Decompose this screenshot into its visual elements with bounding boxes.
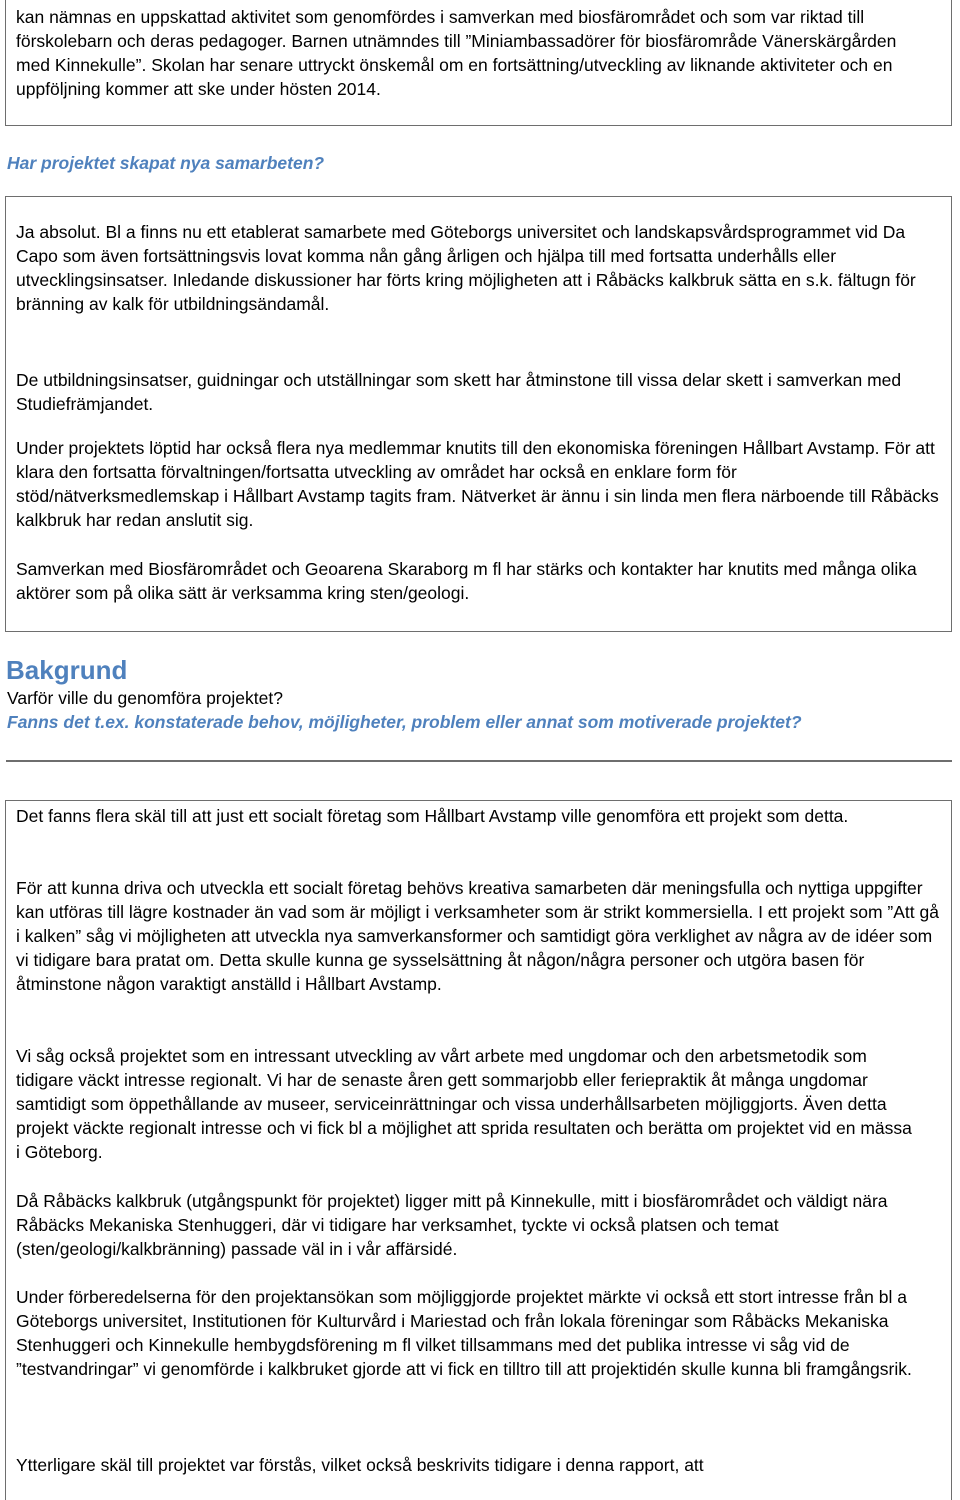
collaboration-paragraph-3: Under projektets löptid har också flera nya medlemmar knutits till den ekonomiska föreningen Hållbart Avstamp. För att klara den fortsatta förvaltningen/fortsatta utveckling av området har också en enklare form för stöd/nätverksmedlemskap i Hållbart Avstamp tagits fram. Nätverket är ännu i sin linda men flera närboende till Råbäcks kalkbruk har redan anslutit sig. [16, 438, 939, 530]
section-heading-bakgrund: Bakgrund [6, 655, 128, 685]
background-paragraph-2: För att kunna driva och utveckla ett socialt företag behövs kreativa samarbeten där meningsfulla och nyttiga uppgifter kan utföras till lägre kostnader än vad som är möjligt i verksamheter som är strikt kommersiella. I ett projekt som ”Att gå i kalken” såg vi möjligheten att utveckla nya samverkansformer och samtidigt göra verklighet av några av de idéer som vi tidigare bara pratat om. Detta skulle kunna ge sysselsättning åt någon/några personer och utgöra basen för åtminstone någon varaktigt anställd i Hållbart Avstamp. [16, 878, 939, 994]
background-paragraph-5: Under förberedelserna för den projektansökan som möjliggjorde projektet märkte vi också ett stort intresse från bl a Göteborgs universitet, Institutionen för Kulturvård i Mariestad och från lokala föreningar som Råbäcks Mekaniska Stenhuggeri och Kinnekulle hembygdsförening m fl vilket tillsammans med det publika intresse vi såg vid de ”testvandringar” vi genomförde i kalkbruket gjorde att vi fick en tilltro till att projektidén skulle kunna bli framgångsrik. [16, 1287, 912, 1379]
collaboration-paragraph-2: De utbildningsinsatser, guidningar och utställningar som skett har åtminstone till vissa delar skett i samverkan med Studiefrämjandet. [16, 370, 902, 414]
background-question-detail: Fanns det t.ex. konstaterade behov, möjligheter, problem eller annat som motiverade projektet? [7, 712, 802, 732]
background-paragraph-6: Ytterligare skäl till projektet var förstås, vilket också beskrivits tidigare i denna rapport, att [16, 1455, 704, 1475]
background-paragraph-3: Vi såg också projektet som en intressant utveckling av vårt arbete med ungdomar och den arbetsmetodik som tidigare väckt intresse regionalt. Vi har de senaste åren gett sommarjobb eller feriepraktik åt många ungdomar samtidigt som öppethållande av museer, serviceinrättningar och vissa underhållsarbeten möjliggjorts. Även detta projekt väckte regionalt intresse och vi fick bl a möjlighet att sprida resultaten och berätta om projektet vid en mässa i Göteborg. [16, 1046, 912, 1162]
heading-underline [6, 760, 952, 762]
activity-paragraph: kan nämnas en uppskattad aktivitet som genomfördes i samverkan med biosfärområdet och som var riktad till förskolebarn och deras pedagoger. Barnen utnämndes till ”Miniambassadörer för biosfärområde Vänerskärgården med Kinnekulle”. Skolan har senare uttryckt önskemål om en fortsättning/utveckling av liknande aktiviteter och en uppföljning kommer att ske under hösten 2014. [16, 7, 897, 99]
collaboration-paragraph-1: Ja absolut. Bl a finns nu ett etablerat samarbete med Göteborgs universitet och landskapsvårdsprogrammet vid Da Capo som även fortsättningsvis lovat komma nån gång årligen och hjälpa till med fortsatta underhålls eller utvecklingsinsatser. Inledande diskussioner har förts kring möjligheten att i Råbäcks kalkbruk sätta en s.k. fältugn för bränning av kalk för utbildningsändamål. [16, 222, 916, 314]
background-paragraph-4: Då Råbäcks kalkbruk (utgångspunkt för projektet) ligger mitt på Kinnekulle, mitt i biosfärområdet och väldigt nära Råbäcks Mekaniska Stenhuggeri, där vi tidigare har verksamhet, tyckte vi också platsen och temat (sten/geologi/kalkbränning) passade väl in i vår affärsidé. [16, 1191, 888, 1259]
background-paragraph-1: Det fanns flera skäl till att just ett socialt företag som Hållbart Avstamp ville genomföra ett projekt som detta. [16, 806, 849, 826]
question-new-collaborations: Har projektet skapat nya samarbeten? [7, 153, 325, 173]
collaboration-paragraph-4: Samverkan med Biosfärområdet och Geoarena Skaraborg m fl har stärks och kontakter har knutits med många olika aktörer som på olika sätt är verksamma kring sten/geologi. [16, 559, 917, 603]
background-question: Varför ville du genomföra projektet? [7, 688, 283, 708]
